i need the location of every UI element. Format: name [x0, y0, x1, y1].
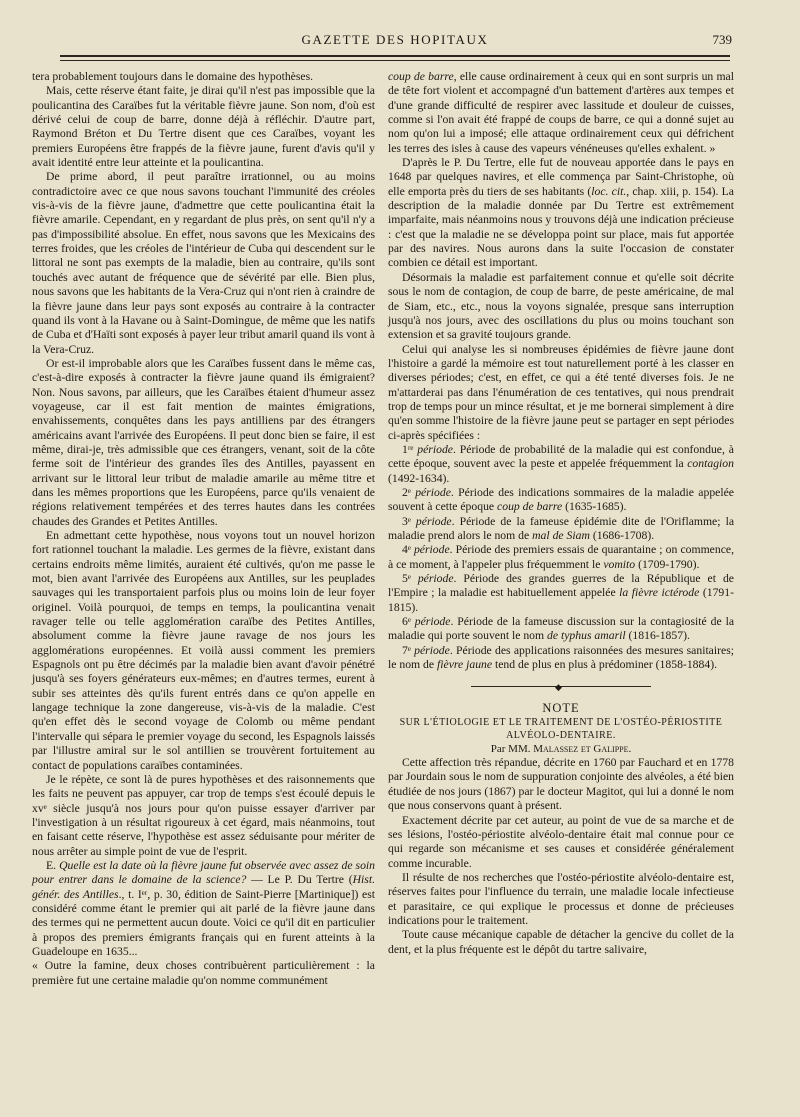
section-letter: E.	[46, 858, 60, 872]
note-authors	[388, 742, 734, 756]
paragraph: Or est-il improbable alors que les Caraïbes fussent dans le même cas, c'est-à-dire exposés à contracter la fièvre jaune quand ils émigraient? Non. Nous savons, par ailleurs, que les Caraïbes étaient d'humeur assez voyageuse, car il est fait mention de maintes émigrations, envahissements, conquêtes dans les pays antilliens par des étrangers américains avant l'arrivée des Européens. Il peut donc bien se faire, il est même, dirai-je, très admissible que ces étrangers, venant, soit de la côte ferme soit de l'intérieur des grandes îles des Antilles, payassent en arrivant sur le littoral leur tribut de maladie amarile au même titre et dans les mêmes proportions que les Européens, parce qu'ils venaient de régions relativement tempérées et des terres hautes dans les contrées chaudes des Grandes et Petites Antilles.	[32, 356, 375, 528]
paragraph: En admettant cette hypothèse, nous voyons tout un nouvel horizon fort rationnel touchant la maladie. Les germes de la fièvre, existant dans certains endroits même limités, auraient été cultivés, qu'on me passe le mot, bien avant l'arrivée des Européens aux Antilles, sur les peuplades sauvages qui les transportaient parfois plus ou moins loin de leur foyer originel. Voilà pourquoi, de temps en temps, la poulicantina venait ravager telle ou telle agglomération caraïbe des Petites Antilles, absolument comme la fièvre jaune ravage de nos jours les agglomérations européennes. Et voilà aussi comment les premiers Espagnols ont pu être décimés par la maladie bien avant d'avoir pénétré jusqu'à ses foyers générateurs eux-mêmes; en d'autres termes, eurent à subir ses atteintes dès qu'ils furent entrés dans ce qu'on appelle en langage technique la zone dangereuse, vis-à-vis de la maladie. C'est qu'en effet dès le second voyage de Colomb ou même pendant l'intervalle qui sépara le premier voyage du second, les Espagnols laissés par l'illustre amiral sur le sol antillien se trouvèrent fortuitement au contact de populations caraïbes contaminées.	[32, 529, 375, 772]
paragraph: tera probablement toujours dans le domaine des hypothèses.	[32, 70, 314, 83]
text-run: . Période des applications raisonnées des mesures sanitaires; le nom de	[388, 643, 734, 672]
text-run: (1709-1790).	[635, 557, 700, 571]
period-label: période	[417, 572, 454, 586]
text-run: . Période des grandes guerres de la République et de l'Empire ; la maladie est habituellement appelée	[388, 572, 734, 600]
period-item	[388, 443, 734, 486]
space	[411, 572, 418, 585]
period-term: vomito	[603, 557, 636, 571]
section-divider	[471, 686, 651, 687]
text-run: (1686-1708).	[589, 529, 655, 542]
note-subtitle: SUR L'ÉTIOLOGIE ET LE TRAITEMENT DE L'OSTÉO-PÉRIOSTITE	[399, 716, 723, 728]
paragraph: Exactement décrite par cet auteur, au point de vue de sa marche et de ses lésions, l'ostéo-périostite alvéolo-dentaire était mal connue pour ce qui regarde son mécanisme et ses causes et considérée généralement comme incurable.	[388, 813, 734, 870]
paragraph: Désormais la maladie est parfaitement connue et qu'elle soit décrite sous le nom de contagion, de coup de barre, de peste américaine, de mal de Siam, etc., etc., nous la voyons signalée, presque sans interruption jusqu'à nos jours, avec des oscillations du plus ou moins touchant son extension et sa gravité toujours grande.	[388, 270, 734, 342]
period-term: contagion	[687, 457, 734, 471]
period-label: période	[413, 543, 450, 557]
author-names: Malassez et Galippe.	[533, 742, 632, 755]
quotation: « Outre la famine, deux choses contribuèrent particulièrement : la première fut une certaine maladie qu'on nomme communément	[32, 959, 375, 987]
period-number: 6ᵉ	[402, 615, 411, 629]
period-term: coup de barre	[497, 500, 563, 514]
period-label: période	[415, 485, 451, 499]
paragraph: Il résulte de nos recherches que l'ostéo-périostite alvéolo-dentaire est, réserves faites pour l'influence du terrain, une maladie locale infectieuse et parasitaire, ce qui explique le processus et donne de précieuses indications pour le traitement.	[388, 870, 734, 927]
period-item	[388, 515, 734, 544]
citation: loc. cit.	[591, 184, 627, 198]
period-list	[388, 443, 734, 673]
period-label: période	[414, 615, 451, 629]
paragraph: Cette affection très répandue, décrite en 1760 par Fauchard et en 1778 par Jourdain sous le nom de suppuration conjointe des alvéoles, a été bien étudiée de nos jours (1867) par le docteur Magitot, qui lui a donné le nom que nous conservons quant à présent.	[388, 756, 734, 813]
running-head: GAZETTE DES HOPITAUX	[301, 32, 489, 47]
period-label: période	[415, 514, 452, 528]
period-term: mal de Siam	[532, 529, 590, 542]
page-header	[60, 32, 730, 50]
period-number: 4ᵉ	[402, 543, 411, 557]
period-item	[388, 486, 734, 515]
paragraph: Toute cause mécanique capable de détacher la gencive du collet de la dent, et la plus fréquente est le dépôt du tartre salivaire,	[388, 928, 734, 956]
paragraph	[388, 70, 734, 156]
right-column	[388, 70, 734, 957]
period-label: période	[414, 643, 450, 657]
text-run: . Période de la fameuse discussion sur la contagiosité de la maladie qui porte souvent le nom	[388, 615, 735, 643]
text-run: . Période de probabilité de la maladie qui est confondue, à cette époque, souvent avec la peste et appelée fréquemment la	[388, 442, 734, 471]
note-title: NOTE	[542, 701, 580, 716]
text-run: tend de plus en plus à prédominer (1858-1884).	[492, 658, 718, 672]
period-item	[388, 572, 734, 615]
period-term: la fièvre ictérode	[619, 586, 700, 600]
header-rule-thin	[60, 60, 730, 61]
text-run: , elle cause ordinairement à ceux qui en sont surpris un mal de tête fort violent et accompagné d'un battement d'artères aux tempes et d'une grande difficulté de respirer avec lassitude et douleur de cuisses, comme si l'on avait été frappé de coups de barre, ce qui a donné sujet au nom qu'on lui a imposé; elle attaque ordinairement ceux qui défrichent les terres des isles à cause des vapeurs vénéneuses qu'elles exhalent. »	[388, 70, 734, 155]
text-run: ., t. Iᵉʳ, p. 30, édition de Saint-Pierre [Martinique]) est considéré comme étant le premier qui ait parlé de la fièvre jaune dans des termes qui ne permettent aucun doute. Voici ce qu'il dit en particulier à propos des premiers émigrants français qui en furent atteints à la Guadeloupe en 1635...	[32, 887, 375, 958]
period-number: 3ᵉ	[402, 514, 411, 528]
text-run: — Le P. Du Tertre (	[246, 873, 353, 887]
text-run: (1635-1685).	[562, 500, 627, 514]
left-column	[32, 70, 375, 988]
period-term: fièvre jaune	[437, 658, 493, 672]
period-number: 1ʳᵉ	[402, 442, 414, 456]
text-run: (1492-1634).	[388, 471, 450, 485]
paragraph: Mais, cette réserve étant faite, je dirai qu'il n'est pas impossible que la poulicantina des Caraïbes fut la véritable fièvre jaune. Son nom, d'où est dérivé celui de coup de barre, donne déjà à réfléchir. D'autre part, Raymond Bréton et Du Tertre disent que ces Caraïbes, voyant les premiers Européens être frappés de la fièvre jaune, furent d'avis qu'il y avait identité entre leur atteinte et la poulicantina.	[32, 84, 375, 170]
text-run: D'après le P. Du Tertre, elle fut de nouveau apportée dans le pays en 1648 par quelques navires, et elle commença par Saint-Christophe, où elle emporta près du tiers de ses habitants (	[388, 156, 734, 198]
period-number: 7ᵉ	[402, 643, 411, 657]
period-item	[388, 543, 734, 572]
italic-term: coup de barre	[388, 70, 454, 83]
period-item	[388, 615, 734, 644]
text-run: Par MM.	[490, 742, 534, 755]
header-rule-thick	[60, 55, 730, 57]
note-subtitle: ALVÉOLO-DENTAIRE.	[506, 729, 616, 741]
paragraph: Celui qui analyse les si nombreuses épidémies de fièvre jaune dont l'histoire a gardé la mémoire est tout naturellement porté à les classer en diverses périodes; c'est, en effet, ce qui a été tenté diverses fois. Je ne m'attarderai pas dans l'énumération de ces tentatives, qui nous prendrait trop de temps pour un mince résultat, et je me bornerai simplement à dire qu'en somme l'histoire de la fièvre jaune peut se partager en sept périodes ci-après spécifiées :	[388, 342, 734, 442]
text-run: . Période des premiers essais de quarantaine ; on commence, à ce moment, à l'appeler plus fréquemment le	[388, 543, 734, 571]
paragraph: De prime abord, il peut paraître irrationnel, ou au moins contradictoire avec ce que nous savons touchant l'immunité des créoles vis-à-vis de la fièvre jaune, d'admettre que cette poulicantina était la fièvre amarile. Cependant, en y regardant de plus près, on sent qu'il n'y a pas d'impossibilité absolue. En effet, nous savons que les Mexicains des terres froides, que les créoles de l'intérieur de Cuba qui descendent sur le littoral ne sont pas exempts de la maladie, bien au contraire, qu'ils sont touchés avec autant de fréquence que de sévérité par elle. Bien plus, nous savons que les habitants de la Vera-Cruz qui n'ont rien à craindre de la fièvre jaune dans leur pays sont exposés au contraire à la contracter quand ils vont à la Havane ou à Saint-Domingue, de même que les natifs de Cuba et d'Haïti sont exposés à payer leur tribut amaril quand ils vont à la Vera-Cruz.	[32, 170, 375, 356]
period-number: 2ᵉ	[402, 485, 411, 499]
text-run: (1816-1857).	[625, 629, 690, 643]
text-run: . Période des indications sommaires de la maladie appelée souvent à cette époque	[388, 485, 734, 514]
period-item	[388, 644, 734, 673]
paragraph: Je le répète, ce sont là de pures hypothèses et des raisonnements que les faits ne peuvent pas appuyer, car trop de temps s'est écoulé depuis le xvᵉ siècle jusqu'à nos jours pour qu'on puisse essayer d'arriver par l'investigation à un résultat rigoureux à cet égard, mais néanmoins, tout en faisant cette réserve, l'hypothèse est assez séduisante pour mériter de nous arrêter au simple point de vue de l'esprit.	[32, 772, 375, 858]
paragraph	[388, 156, 734, 271]
text-run: . Période de la fameuse épidémie dite de l'Oriflamme; la maladie prend alors le nom de	[388, 514, 735, 542]
text-run: (1791-1815).	[388, 586, 734, 614]
citation: Hist. génér. des Antilles	[32, 873, 375, 901]
period-number: 5ᵉ	[402, 572, 411, 586]
period-label: période	[417, 442, 453, 456]
section-question: Quelle est la date où la fièvre jaune fut observée avec assez de soin pour entrer dans le domaine de la science?	[32, 858, 375, 887]
paragraph-question	[32, 859, 375, 959]
page-number: 739	[712, 32, 732, 47]
period-term: de typhus amaril	[547, 629, 626, 643]
text-run: , chap. xiii, p. 154). La description de la maladie donnée par Du Tertre est extrêmement imparfaite, mais néanmoins nous y trouvons déjà une indication précieuse : c'est que la maladie ne se développa point sur place, mais fut apportée par des navires. Nous aurons dans la suite l'occasion de constater combien ce détail est important.	[388, 184, 734, 270]
